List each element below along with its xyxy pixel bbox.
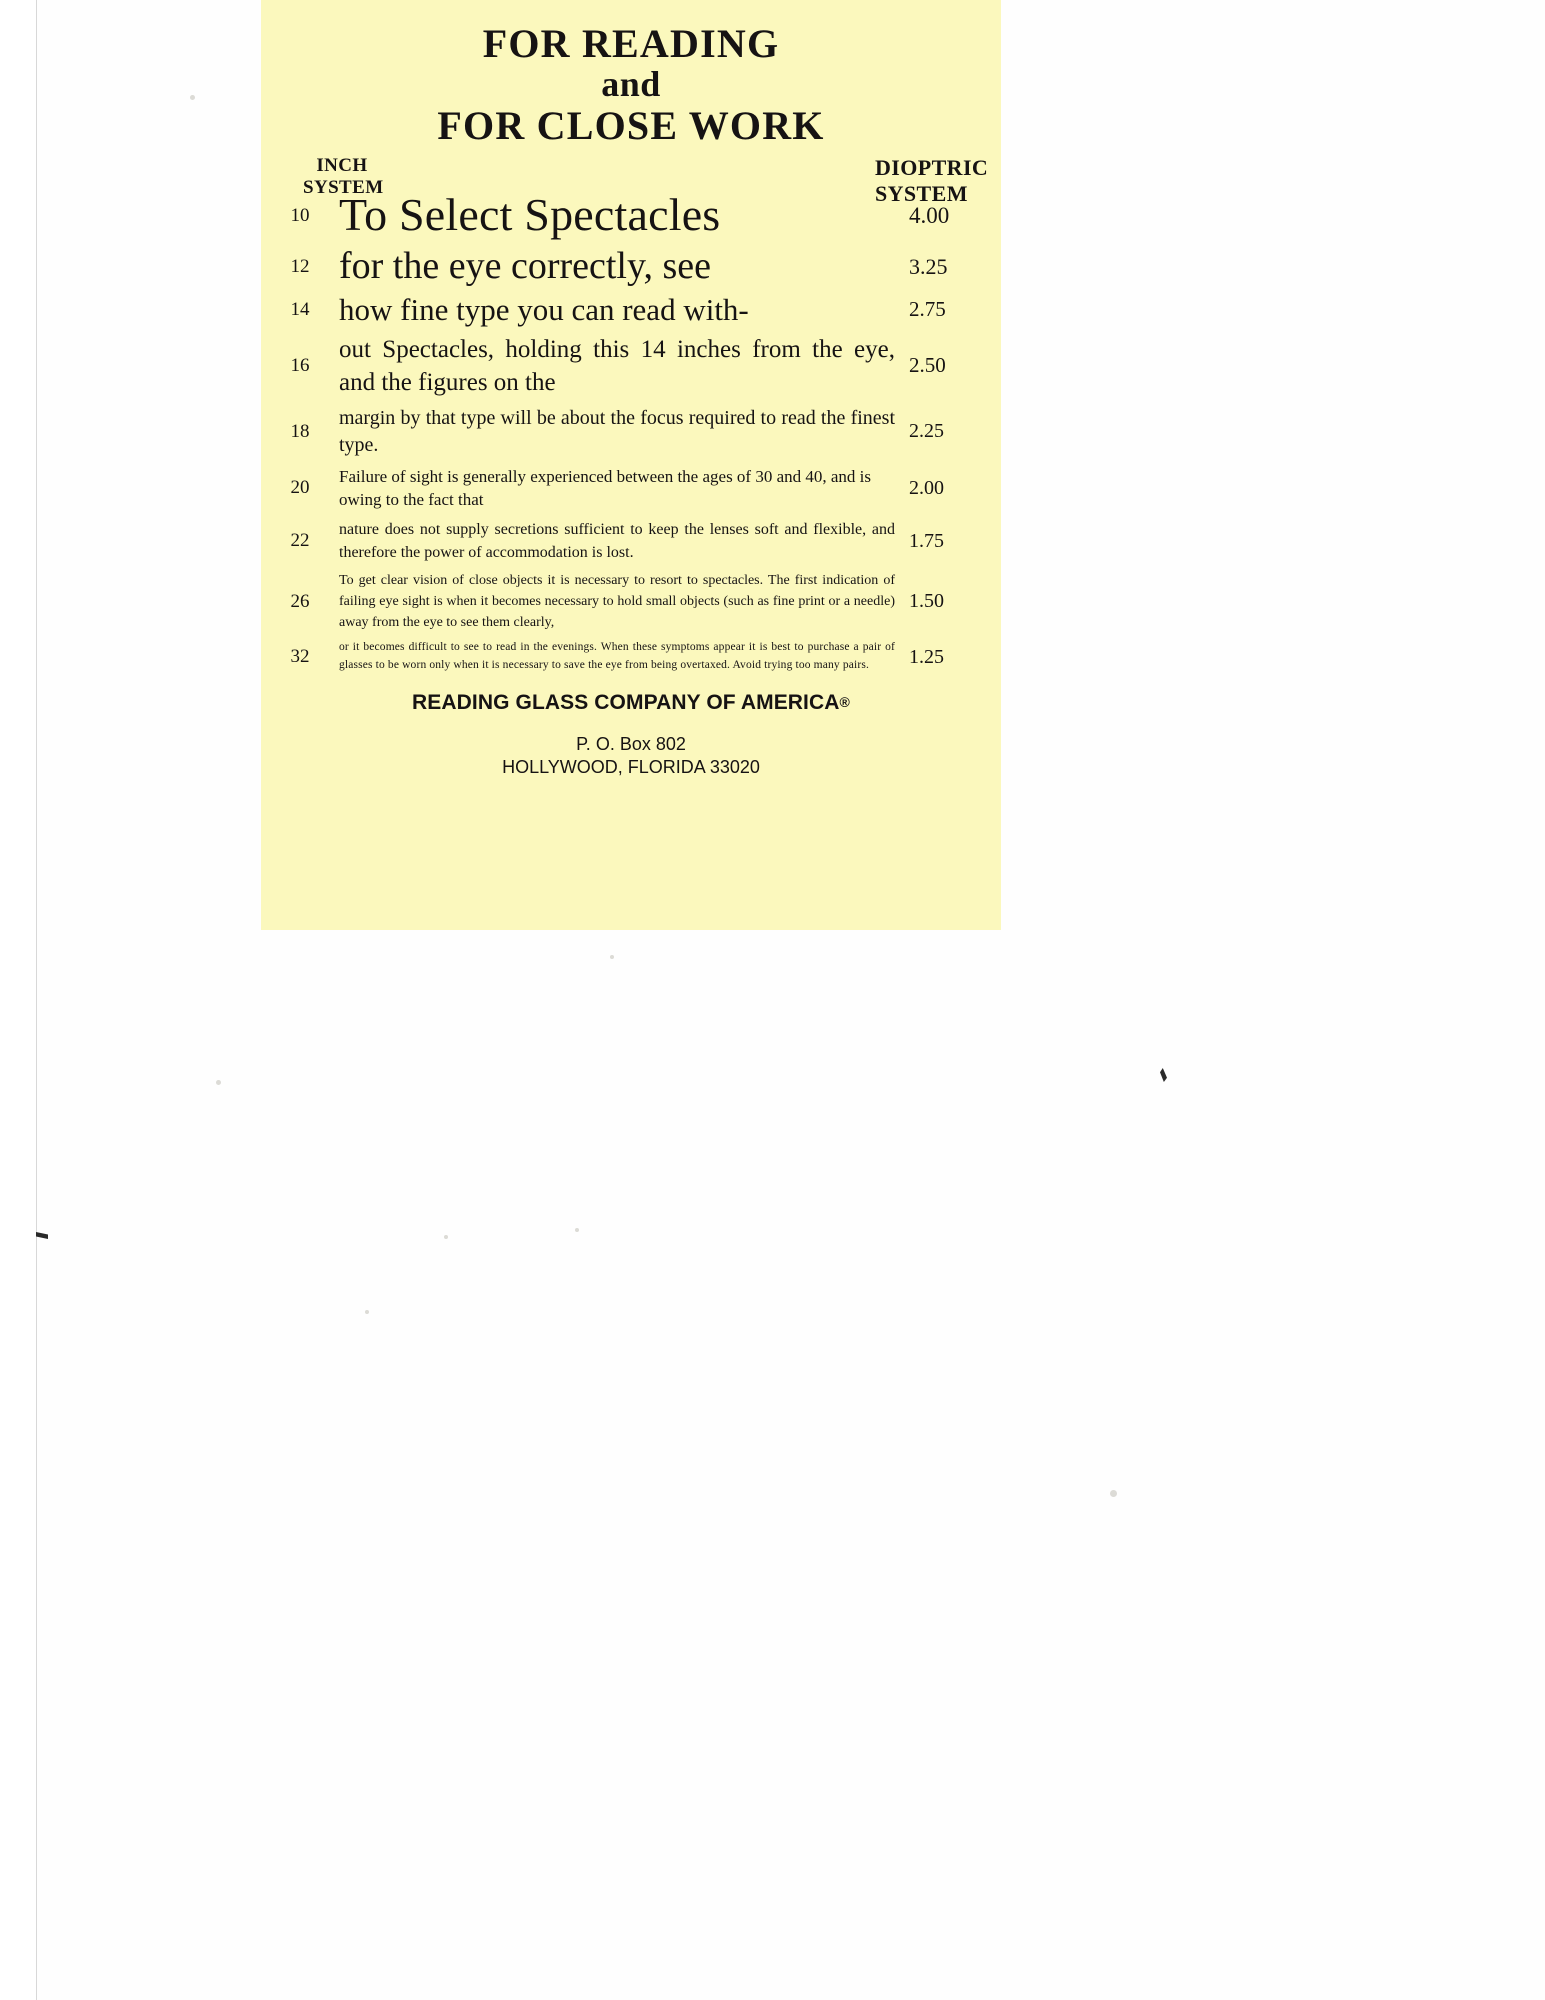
inch-value: 32 bbox=[290, 646, 310, 668]
dioptric-value: 1.75 bbox=[909, 529, 944, 552]
dioptric-value: 2.50 bbox=[909, 353, 946, 377]
address-line-1: P. O. Box 802 bbox=[576, 734, 686, 755]
inch-value: 18 bbox=[290, 420, 310, 442]
dioptric-system-header-line-2: SYSTEM bbox=[875, 180, 968, 206]
table-row bbox=[261, 570, 1001, 633]
table-row bbox=[261, 465, 1001, 513]
inch-value: 22 bbox=[290, 530, 310, 552]
inch-value: 10 bbox=[290, 204, 310, 226]
table-row bbox=[261, 639, 1001, 675]
scan-speck bbox=[216, 1080, 221, 1085]
dioptric-value: 4.00 bbox=[909, 202, 950, 228]
table-row bbox=[261, 246, 1001, 287]
inch-value: 14 bbox=[290, 298, 310, 320]
test-text: nature does not supply secretions sufficient to keep the lenses soft and flexible, and therefore the power of accommodation is lost. bbox=[339, 521, 895, 562]
inch-system-header-line-1: INCH bbox=[316, 155, 368, 177]
scan-speck bbox=[365, 1310, 369, 1314]
test-text: out Spectacles, holding this 14 inches from the eye, and the figures on the bbox=[339, 335, 895, 396]
inch-value: 26 bbox=[290, 590, 310, 612]
headline-line-3: FOR CLOSE WORK bbox=[437, 103, 825, 149]
test-type-rows bbox=[261, 191, 1001, 675]
card-headline bbox=[261, 0, 1001, 147]
dioptric-value: 1.25 bbox=[909, 645, 944, 668]
test-text: how fine type you can read with- bbox=[339, 292, 749, 328]
table-row bbox=[261, 333, 1001, 399]
address-line-2: HOLLYWOOD, FLORIDA 33020 bbox=[502, 757, 760, 778]
reading-test-card bbox=[261, 0, 1001, 930]
inch-value: 16 bbox=[290, 354, 310, 376]
company-name-text: READING GLASS COMPANY OF AMERICA bbox=[412, 691, 840, 715]
dioptric-value: 2.75 bbox=[909, 297, 946, 322]
test-text: To get clear vision of close objects it is necessary to resort to spectacles. The first indication of failing eye sight is when it becomes necessary to hold small objects (such as fine print or a needle) away from the eye to see them clearly, bbox=[339, 573, 895, 631]
scan-left-edge bbox=[0, 0, 37, 2000]
table-row bbox=[261, 518, 1001, 564]
dioptric-value: 1.50 bbox=[909, 590, 944, 613]
scan-speck bbox=[1110, 1490, 1117, 1497]
scan-ink-mark bbox=[36, 1232, 48, 1239]
headline-line-2: and bbox=[601, 64, 661, 105]
scan-ink-mark bbox=[1160, 1068, 1167, 1082]
company-address bbox=[261, 733, 1001, 780]
scan-speck bbox=[190, 95, 195, 100]
test-text: or it becomes difficult to see to read in the evenings. When these symptoms appear it is best to purchase a pair of glasses to be worn only when it is necessary to save the eye from being overtaxed. Avoid trying too many pairs. bbox=[339, 641, 895, 672]
table-row bbox=[261, 191, 1001, 240]
card-footer bbox=[261, 691, 1001, 780]
registered-trademark-icon: ® bbox=[839, 694, 850, 711]
inch-value: 20 bbox=[290, 477, 310, 499]
table-row bbox=[261, 405, 1001, 459]
dioptric-system-header-line-1: DIOPTRIC bbox=[875, 155, 989, 181]
scan-speck bbox=[575, 1228, 579, 1232]
test-text: margin by that type will be about the focus required to read the finest type. bbox=[339, 406, 895, 456]
inch-system-header-line-2: SYSTEM bbox=[303, 177, 384, 199]
dioptric-value: 3.25 bbox=[909, 253, 948, 279]
inch-value: 12 bbox=[290, 255, 310, 277]
scan-speck bbox=[444, 1235, 448, 1239]
test-text: Failure of sight is generally experienced between the ages of 30 and 40, and is owing to the fact that bbox=[339, 466, 872, 510]
company-name bbox=[261, 691, 1001, 715]
table-row bbox=[261, 293, 1001, 326]
scan-speck bbox=[610, 955, 614, 959]
column-headers bbox=[261, 155, 1001, 206]
test-text: for the eye correctly, see bbox=[339, 245, 712, 287]
dioptric-value: 2.00 bbox=[909, 476, 944, 499]
dioptric-value: 2.25 bbox=[909, 420, 944, 442]
headline-line-1: FOR READING bbox=[482, 21, 780, 66]
test-text: To Select Spectacles bbox=[339, 189, 721, 241]
